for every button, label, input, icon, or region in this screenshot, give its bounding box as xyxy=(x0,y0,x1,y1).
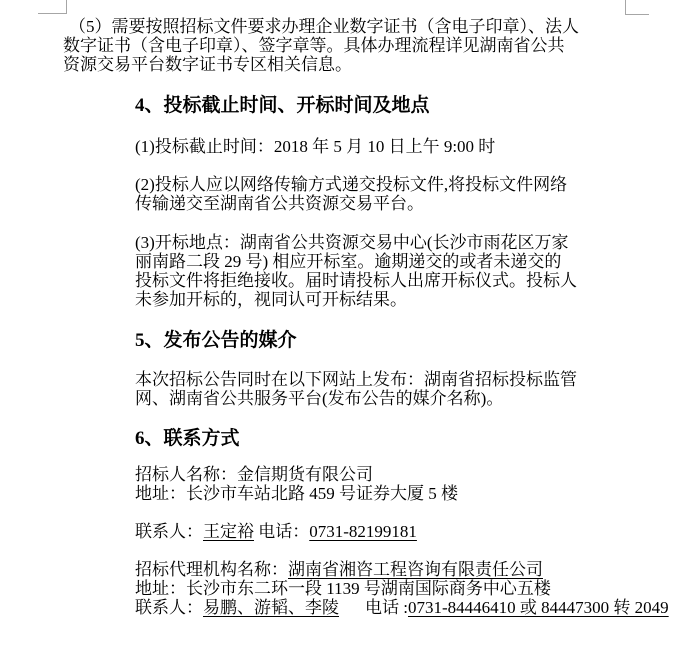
tenderer-contact-line xyxy=(135,522,684,541)
section-5-body xyxy=(135,370,684,408)
agency-contact-names: 易鹏、游韬、李陵 xyxy=(203,598,339,617)
section-4-item-3-line-3: 投标文件将拒绝接收。届时请投标人出席开标仪式。投标人 xyxy=(135,271,577,290)
section-4-item-3-line-4: 未参加开标的，视同认可开标结果。 xyxy=(135,290,407,309)
crop-mark-top-right xyxy=(625,0,649,15)
agency-phone-number: 0731-84446410 或 84447300 转 2049 xyxy=(407,598,669,617)
section-5-heading: 5、发布公告的媒介 xyxy=(135,330,297,351)
tenderer-phone-number: 0731-82199181 xyxy=(309,522,417,541)
agency-contact-label: 联系人： xyxy=(135,598,203,617)
paragraph-5-line-2: 数字证书（含电子印章）、签字章等。具体办理流程详见湖南省公共 xyxy=(63,36,565,55)
section-4-item-3-line-2: 丽南路二段 29 号) 相应开标室。逾期递交的或者未递交的 xyxy=(135,252,562,271)
tenderer-contact-label: 联系人： xyxy=(135,522,203,541)
section-4-heading: 4、投标截止时间、开标时间及地点 xyxy=(135,95,430,116)
paragraph-5-line-3: 资源交易平台数字证书专区相关信息。 xyxy=(63,55,352,74)
tenderer-address: 地址：长沙市车站北路 459 号证券大厦 5 楼 xyxy=(135,484,458,503)
paragraph-5-line-1: （5）需要按照招标文件要求办理企业数字证书（含电子印章）、法人 xyxy=(69,17,579,36)
section-5-body-line-2: 网、湖南省公共服务平台(发布公告的媒介名称)。 xyxy=(135,389,504,408)
agency-name-line xyxy=(135,560,684,579)
tenderer-name: 招标人名称：金信期货有限公司 xyxy=(135,465,373,484)
tenderer-phone-label: 电话： xyxy=(254,522,310,541)
section-4-item-3 xyxy=(135,233,684,309)
section-4-item-3-line-1: (3)开标地点：湖南省公共资源交易中心(长沙市雨花区万家 xyxy=(135,233,569,252)
section-4-item-2-line-1: (2)投标人应以网络传输方式递交投标文件,将投标文件网络 xyxy=(135,175,568,194)
paragraph-5 xyxy=(63,17,638,74)
agency-info xyxy=(135,560,684,617)
agency-name: 湖南省湘咨工程咨询有限责任公司 xyxy=(288,560,543,579)
section-6-heading: 6、联系方式 xyxy=(135,428,240,449)
agency-name-label: 招标代理机构名称： xyxy=(135,560,288,579)
tenderer-info xyxy=(135,465,684,503)
agency-phone-label: 电话 : xyxy=(365,598,408,617)
agency-address: 地址：长沙市东二环一段 1139 号湖南国际商务中心五楼 xyxy=(135,579,551,598)
section-4-item-2 xyxy=(135,175,684,213)
agency-contact-line xyxy=(135,598,684,617)
tenderer-contact-name: 王定裕 xyxy=(203,522,254,541)
section-4-item-2-line-2: 传输递交至湖南省公共资源交易平台。 xyxy=(135,194,424,213)
section-5-body-line-1: 本次招标公告同时在以下网站上发布：湖南省招标投标监管 xyxy=(135,370,577,389)
section-4-item-1: (1)投标截止时间：2018 年 5 月 10 日上午 9:00 时 xyxy=(135,137,496,156)
crop-mark-top-left xyxy=(38,0,67,14)
